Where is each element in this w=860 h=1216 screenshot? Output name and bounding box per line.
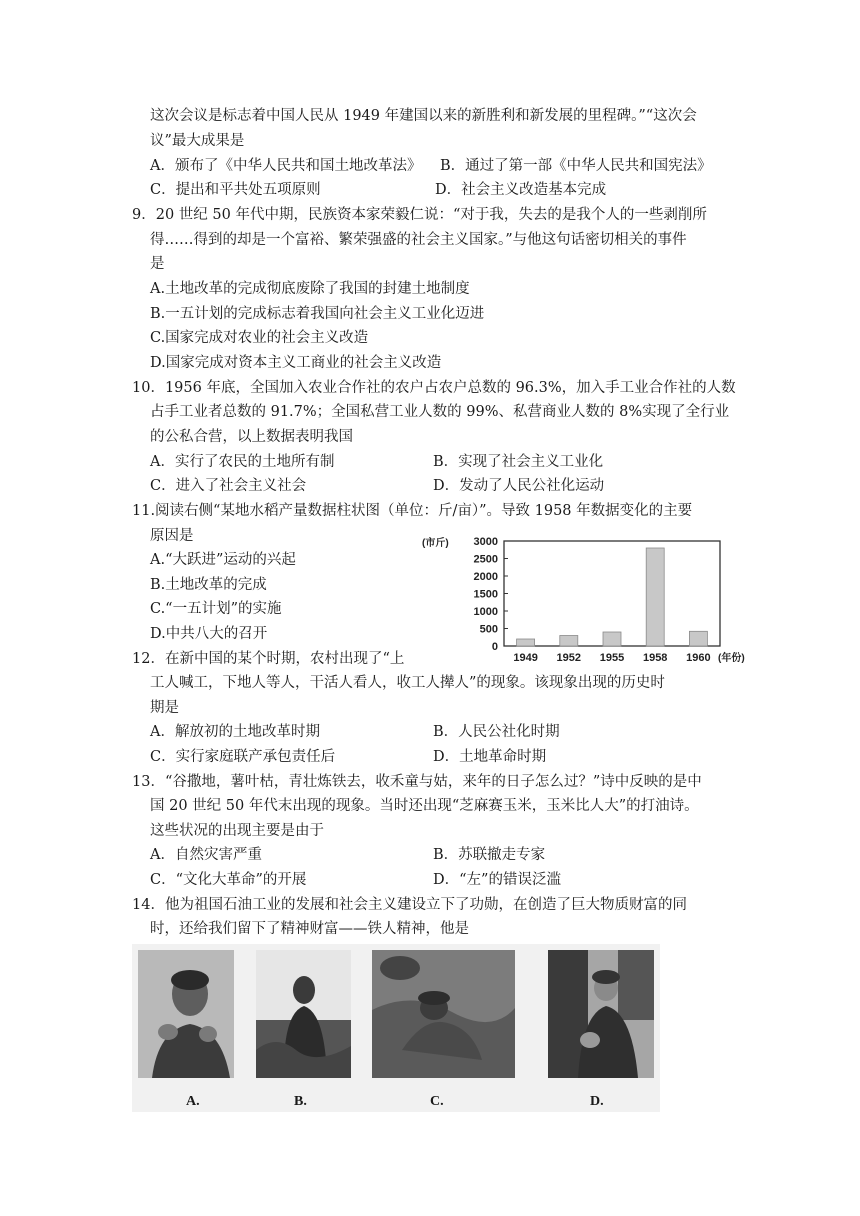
photo-option-b [256,950,351,1078]
q9-stem-line3: 是 [150,256,165,272]
q8-stem-line2: 议”最大成果是 [150,133,245,149]
q10-option-c: C．进入了社会主义社会 [150,478,307,494]
q11-stem-line2: 原因是 [150,528,194,544]
q12-option-c: C．实行家庭联产承包责任后 [150,749,336,765]
q9-stem-line1: 9．20 世纪 50 年代中期，民族资本家荣毅仁说：“对于我，失去的是我个人的一些剥削所 [132,207,707,223]
x-tick-label: 1958 [642,652,668,664]
y-axis-label: (市斤) [422,538,449,549]
q13-option-a: A．自然灾害严重 [150,847,262,863]
q14-stem-line2: 时，还给我们留下了精神财富——铁人精神，他是 [150,921,469,937]
photo-option-c [372,950,515,1078]
bar-1958 [646,548,664,646]
q8-stem-line1: 这次会议是标志着中国人民从 1949 年建国以来的新胜利和新发展的里程碑。”“这次会 [150,108,697,124]
q12-option-b: B．人民公社化时期 [433,724,560,740]
q12-option-a: A．解放初的土地改革时期 [150,724,320,740]
q12-stem-line1: 12．在新中国的某个时期，农村出现了“上 [132,651,405,667]
q8-option-a: A．颁布了《中华人民共和国土地改革法》 [150,158,422,174]
x-tick-label: 1960 [686,652,711,664]
q11-stem-line1: 11.阅读右侧“某地水稻产量数据柱状图（单位：斤/亩）”。导致 1958 年数据变化的主要 [132,503,693,519]
q13-option-c: C．“文化大革命”的开展 [150,872,307,888]
q13-option-b: B．苏联撤走专家 [433,847,546,863]
photo-label-b: B. [294,1094,307,1109]
q11-option-a: A.“大跃进”运动的兴起 [150,552,296,568]
bar-1949 [517,639,535,646]
q10-stem-line2: 占手工业者总数的 91.7%；全国私营工业人数的 99%、私营商业人数的 8%实现了全行业 [150,404,730,420]
q13-stem-line2: 国 20 世纪 50 年代末出现的现象。当时还出现“芝麻赛玉米，玉米比人大”的打油诗。 [150,798,699,814]
x-tick-label: 1955 [599,652,625,664]
rice-yield-bar-chart [420,533,745,668]
q9-option-b: B.一五计划的完成标志着我国向社会主义工业化迈进 [150,306,485,322]
bar-1960 [689,631,707,646]
y-tick-label: 0 [491,641,498,653]
photo-label-c: C. [430,1094,444,1109]
photo-option-d [548,950,654,1078]
bar-1952 [560,636,578,647]
q9-option-c: C.国家完成对农业的社会主义改造 [150,330,369,346]
y-tick-label: 3000 [473,536,498,548]
q9-option-a: A.土地改革的完成彻底废除了我国的封建土地制度 [150,281,470,297]
y-tick-label: 2500 [473,553,498,566]
q12-option-d: D．土地革命时期 [433,749,547,765]
q11-option-d: D.中共八大的召开 [150,626,268,642]
q14-photo-options [132,944,660,1112]
q11-option-c: C.“一五计划”的实施 [150,601,282,617]
q13-option-d: D．“左”的错误泛滥 [433,872,561,888]
q9-option-d: D.国家完成对资本主义工商业的社会主义改造 [150,355,442,371]
q9-stem-line2: 得……得到的却是一个富裕、繁荣强盛的社会主义国家。”与他这句话密切相关的事件 [150,232,687,248]
x-tick-label: 1952 [556,652,582,664]
y-tick-label: 1000 [473,606,498,618]
photo-label-a: A. [186,1094,200,1109]
q8-option-c: C．提出和平共处五项原则 [150,182,321,198]
q14-stem-line1: 14．他为祖国石油工业的发展和社会主义建设立下了功勋，在创造了巨大物质财富的同 [132,897,687,913]
q10-stem-line1: 10．1956 年底，全国加入农业合作社的农户占农户总数的 96.3%，加入手工业合作社的人数 [132,380,736,396]
q8-option-d: D．社会主义改造基本完成 [435,182,607,198]
y-tick-label: 500 [479,623,498,636]
y-tick-label: 1500 [473,588,498,601]
q13-stem-line1: 13．“谷撒地，薯叶枯，青壮炼铁去，收禾童与姑，来年的日子怎么过？”诗中反映的是中 [132,774,702,790]
photo-label-d: D. [590,1094,604,1109]
q11-option-b: B.土地改革的完成 [150,577,267,593]
q12-stem-line3: 期是 [150,700,179,716]
plot-frame [504,541,720,646]
y-tick-label: 2000 [473,571,498,583]
q10-option-b: B．实现了社会主义工业化 [433,454,604,470]
q8-option-b: B．通过了第一部《中华人民共和国宪法》 [440,158,712,174]
q10-option-a: A．实行了农民的土地所有制 [150,454,335,470]
q10-option-d: D．发动了人民公社化运动 [433,478,605,494]
q13-stem-line3: 这些状况的出现主要是由于 [150,823,324,839]
photo-option-a [138,950,234,1078]
bar-1955 [603,632,621,646]
q10-stem-line3: 的公私合营，以上数据表明我国 [150,429,353,445]
x-tick-label: 1949 [513,652,538,664]
q12-stem-line2: 工人喊工，下地人等人，干活人看人，收工人撵人”的现象。该现象出现的历史时 [150,675,665,691]
x-axis-label: (年份) [718,653,745,664]
